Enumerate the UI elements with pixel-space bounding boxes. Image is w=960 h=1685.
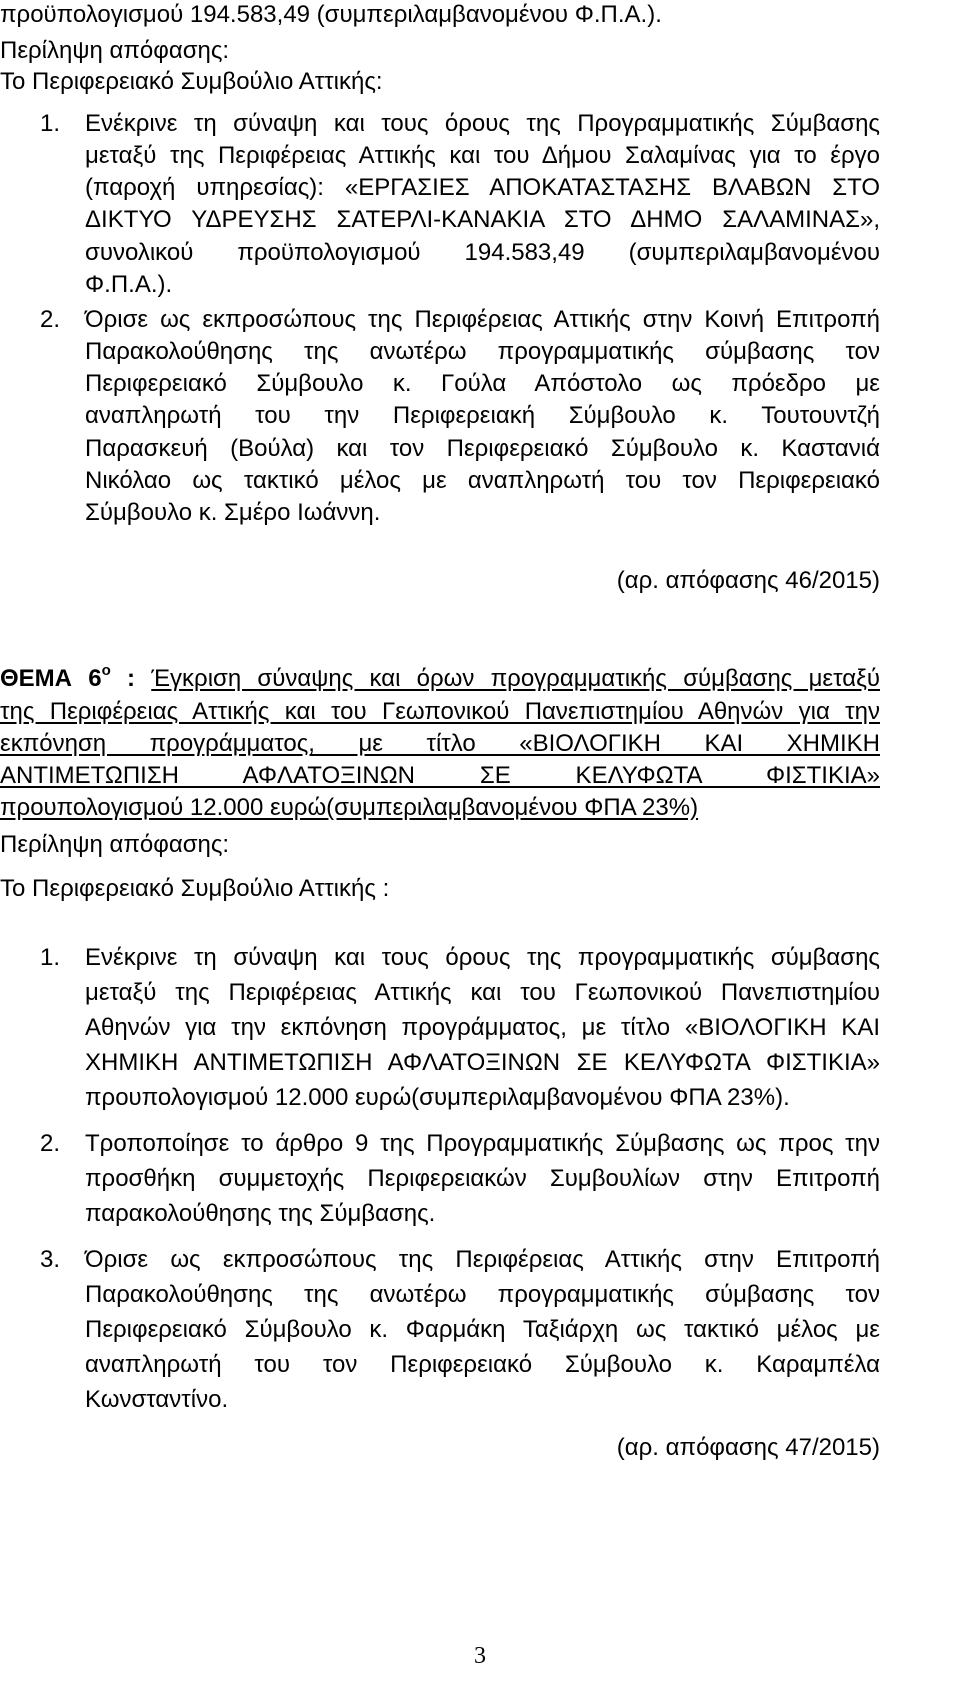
item-number: 1.: [40, 110, 61, 137]
summary-label: Περίληψη απόφασης:: [0, 37, 230, 64]
item-text-line: αναπληρωτή του την Περιφερειακή Σύμβουλο κ. Τουτουντζή: [85, 402, 880, 429]
item-text-line: Νικόλαο ως τακτικό μέλος με αναπληρωτή του τον Περιφερειακό: [85, 467, 880, 494]
item-text-line: προσθήκη συμμετοχής Περιφερειακών Συμβουλίων στην Επιτροπή: [85, 1165, 880, 1192]
item-text-line: Τροποποίησε το άρθρο 9 της Προγραμματικής Σύμβασης ως προς την: [85, 1130, 880, 1157]
item-text-line: Περιφερειακό Σύμβουλο κ. Γούλα Απόστολο ως πρόεδρο με: [85, 370, 880, 397]
item-text-line: Ενέκρινε τη σύναψη και τους όρους της Προγραμματικής Σύμβασης: [85, 110, 880, 137]
item-text-line: συνολικού προϋπολογισμού 194.583,49 (συμπεριλαμβανομένου: [85, 239, 880, 266]
theme-heading-line: [0, 664, 880, 697]
item-text-line: Παρασκευή (Βούλα) και τον Περιφερειακό Σύμβουλο κ. Καστανιά: [85, 435, 880, 462]
item-text-line: μεταξύ της Περιφέρειας Αττικής και του Δήμου Σαλαμίνας για το έργο: [85, 142, 880, 169]
item-text-line: Περιφερειακό Σύμβουλο κ. Φαρμάκη Ταξιάρχη ως τακτικό μέλος με: [85, 1316, 880, 1343]
item-text-line: Όρισε ως εκπροσώπους της Περιφέρειας Αττικής στην Κοινή Επιτροπή: [85, 306, 880, 333]
theme-title-line: ΑΝΤΙΜΕΤΩΠΙΣΗ ΑΦΛΑΤΟΞΙΝΩΝ ΣΕ ΚΕΛΥΦΩΤΑ ΦΙΣΤΙΚΙΑ»: [0, 762, 880, 789]
item-text-line: Όρισε ως εκπροσώπους της Περιφέρειας Αττικής στην Επιτροπή: [85, 1246, 880, 1273]
item-text-line: Παρακολούθησης της ανωτέρω προγραμματικής σύμβασης τον: [85, 1281, 880, 1308]
item-text-line: Παρακολούθησης της ανωτέρω προγραμματικής σύμβασης τον: [85, 338, 880, 365]
theme-title-line: της Περιφέρειας Αττικής και του Γεωπονικού Πανεπιστημίου Αθηνών για την: [0, 698, 880, 725]
decision-number: (αρ. απόφασης 46/2015): [616, 567, 880, 594]
item-text-line: προυπολογισμού 12.000 ευρώ(συμπεριλαμβανομένου ΦΠΑ 23%).: [85, 1084, 790, 1111]
theme-label: ΘΕΜΑ 6: [0, 665, 102, 692]
item-number: 3.: [40, 1246, 61, 1273]
item-text-line: Φ.Π.Α.).: [85, 271, 173, 298]
item-text-line: παρακολούθησης της Σύμβασης.: [85, 1200, 436, 1227]
item-text-line: Σύμβουλο κ. Σμέρο Ιωάννη.: [85, 499, 381, 526]
council-heading: Το Περιφερειακό Συμβούλιο Αττικής :: [0, 875, 390, 902]
summary-label: Περίληψη απόφασης:: [0, 831, 230, 858]
item-text-line: Ενέκρινε τη σύναψη και τους όρους της προγραμματικής σύμβασης: [85, 944, 880, 971]
theme-title-line: εκπόνηση προγράμματος, με τίτλο «ΒΙΟΛΟΓΙΚΗ ΚΑΙ ΧΗΜΙΚΗ: [0, 730, 880, 757]
theme-title-start: Έγκριση σύναψης και όρων προγραμματικής σύμβασης μεταξύ: [151, 665, 881, 692]
page-number: 3: [474, 1643, 486, 1669]
continuation-line: προϋπολογισμού 194.583,49 (συμπεριλαμβανομένου Φ.Π.Α.).: [0, 1, 662, 28]
item-text-line: (παροχή υπηρεσίας): «ΕΡΓΑΣΙΕΣ ΑΠΟΚΑΤΑΣΤΑΣΗΣ ΒΛΑΒΩΝ ΣΤΟ: [85, 174, 880, 201]
item-number: 1.: [40, 944, 61, 971]
item-text-line: ΧΗΜΙΚΗ ΑΝΤΙΜΕΤΩΠΙΣΗ ΑΦΛΑΤΟΞΙΝΩΝ ΣΕ ΚΕΛΥΦΩΤΑ ΦΙΣΤΙΚΙΑ»: [85, 1049, 880, 1076]
item-number: 2.: [40, 306, 61, 333]
theme-colon: :: [110, 665, 135, 692]
item-number: 2.: [40, 1130, 61, 1157]
item-text-line: αναπληρωτή του τον Περιφερειακό Σύμβουλο κ. Καραμπέλα: [85, 1351, 880, 1378]
item-text-line: Αθηνών για την εκπόνηση προγράμματος, με τίτλο «ΒΙΟΛΟΓΙΚΗ ΚΑΙ: [85, 1014, 880, 1041]
item-text-line: μεταξύ της Περιφέρειας Αττικής και του Γεωπονικού Πανεπιστημίου: [85, 979, 880, 1006]
theme-superscript: ο: [101, 662, 111, 679]
theme-title-line: προυπολογισμού 12.000 ευρώ(συμπεριλαμβανομένου ΦΠΑ 23%): [0, 794, 699, 821]
item-text-line: Κωνσταντίνο.: [85, 1386, 229, 1413]
council-heading: Το Περιφερειακό Συμβούλιο Αττικής:: [0, 68, 383, 95]
decision-number: (αρ. απόφασης 47/2015): [616, 1434, 880, 1461]
item-text-line: ΔΙΚΤΥΟ ΥΔΡΕΥΣΗΣ ΣΑΤΕΡΛΙ-ΚΑΝΑΚΙΑ ΣΤΟ ΔΗΜΟ ΣΑΛΑΜΙΝΑΣ»,: [85, 206, 880, 233]
